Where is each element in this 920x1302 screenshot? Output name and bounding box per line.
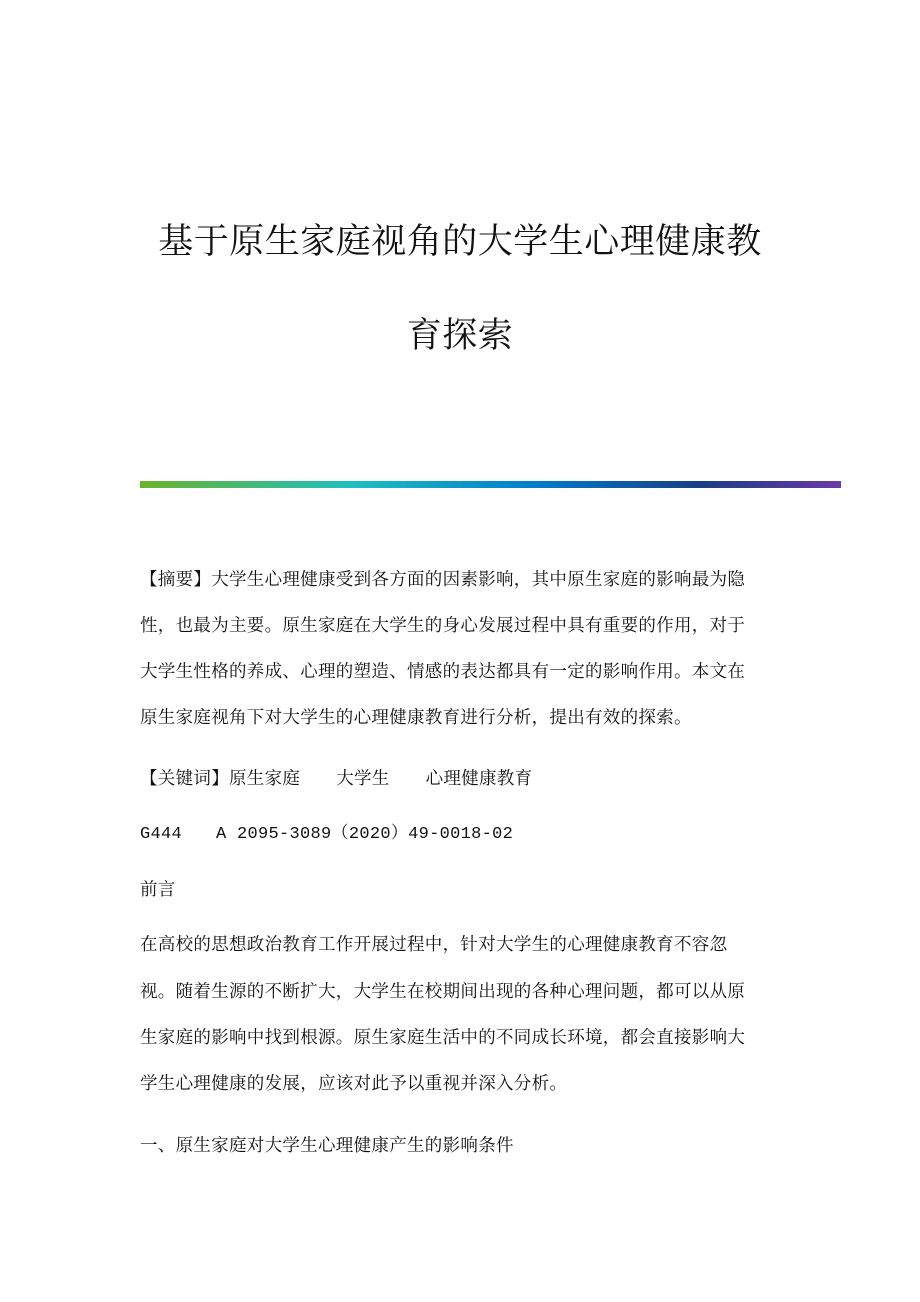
abstract-line: 性，也最为主要。原生家庭在大学生的身心发展过程中具有重要的作用，对于 <box>140 616 746 636</box>
keyword: 心理健康教育 <box>425 769 533 789</box>
document-code: A 2095-3089（2020）49-0018-02 <box>216 825 514 844</box>
document-title-line-1: 基于原生家庭视角的大学生心理健康教 <box>158 222 762 262</box>
document-title-line-2: 育探索 <box>406 316 514 356</box>
keyword: 原生家庭 <box>229 769 301 789</box>
preface-line: 视。随着生源的不断扩大，大学生在校期间出现的各种心理问题，都可以从原 <box>140 982 746 1002</box>
preface-line: 生家庭的影响中找到根源。原生家庭生活中的不同成长环境，都会直接影响大 <box>140 1028 746 1048</box>
abstract-line: 原生家庭视角下对大学生的心理健康教育进行分析，提出有效的探索。 <box>140 708 692 728</box>
abstract-line: 大学生性格的养成、心理的塑造、情感的表达都具有一定的影响作用。本文在 <box>140 662 746 682</box>
abstract-label: 【摘要】 <box>140 570 212 590</box>
preface-line: 学生心理健康的发展，应该对此予以重视并深入分析。 <box>140 1074 568 1094</box>
abstract-text: 大学生心理健康受到各方面的因素影响，其中原生家庭的影响最为隐 <box>211 570 746 590</box>
gradient-divider <box>140 481 841 488</box>
keywords-label: 【关键词】 <box>140 769 229 789</box>
keyword: 大学生 <box>336 769 390 789</box>
clc-number: G444 <box>140 825 183 844</box>
section-heading: 一、原生家庭对大学生心理健康产生的影响条件 <box>140 1136 514 1156</box>
classification-line <box>140 823 513 847</box>
abstract-line <box>140 568 745 592</box>
keywords-line <box>140 767 532 791</box>
preface-heading: 前言 <box>140 880 176 900</box>
preface-line: 在高校的思想政治教育工作开展过程中，针对大学生的心理健康教育不容忽 <box>140 935 728 955</box>
